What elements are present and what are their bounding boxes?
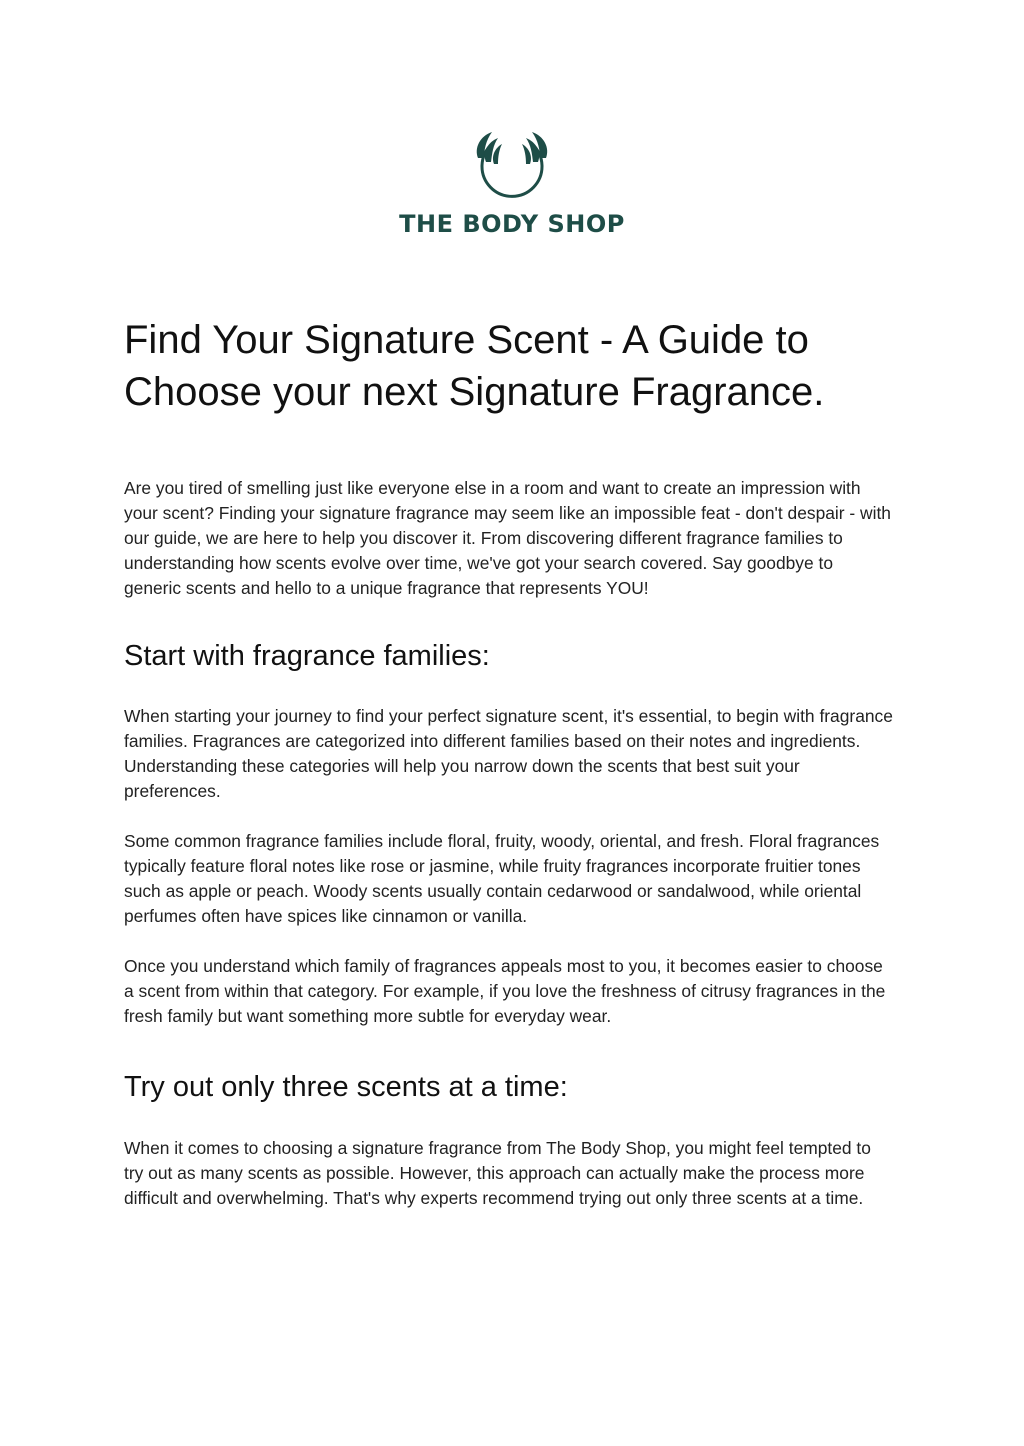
article [124,314,894,1211]
section-heading-fragrance-families: Start with fragrance families: [124,640,490,672]
brand-name: THE BODY SHOP [399,210,625,238]
leaf-circle-logo-icon [472,128,552,202]
section-heading-three-scents: Try out only three scents at a time: [124,1071,568,1103]
section-paragraph: When it comes to choosing a signature fragrance from The Body Shop, you might feel tempted to try out as many scents as possible. However, this approach can actually make the process more difficult and overwhelming. That's why experts recommend trying out only three scents at a time. [124,1138,871,1208]
intro-paragraph: Are you tired of smelling just like everyone else in a room and want to create an impression with your scent? Finding your signature fragrance may seem like an impossible feat - don't despair - with our guide, we are here to help you discover it. From discovering different fragrance families to understanding how scents evolve over time, we've got your search covered. Say goodbye to generic scents and hello to a unique fragrance that represents YOU! [124,478,891,598]
section-paragraph: Once you understand which family of fragrances appeals most to you, it becomes easier to choose a scent from within that category. For example, if you love the freshness of citrusy fragrances in the fresh family but want something more subtle for everyday wear. [124,956,886,1026]
section-paragraph: When starting your journey to find your perfect signature scent, it's essential, to begin with fragrance families. Fragrances are categorized into different families based on their notes and ingredients. Understanding these categories will help you narrow down the scents that best suit your preferences. [124,706,893,801]
brand-logo [0,128,1024,238]
page-title: Find Your Signature Scent - A Guide to Choose your next Signature Fragrance. [124,318,825,414]
section-paragraph: Some common fragrance families include floral, fruity, woody, oriental, and fresh. Floral fragrances typically feature floral notes like rose or jasmine, while fruity fragrances incorporate fruitier tones such as apple or peach. Woody scents usually contain cedarwood or sandalwood, while oriental perfumes often have spices like cinnamon or vanilla. [124,831,880,926]
